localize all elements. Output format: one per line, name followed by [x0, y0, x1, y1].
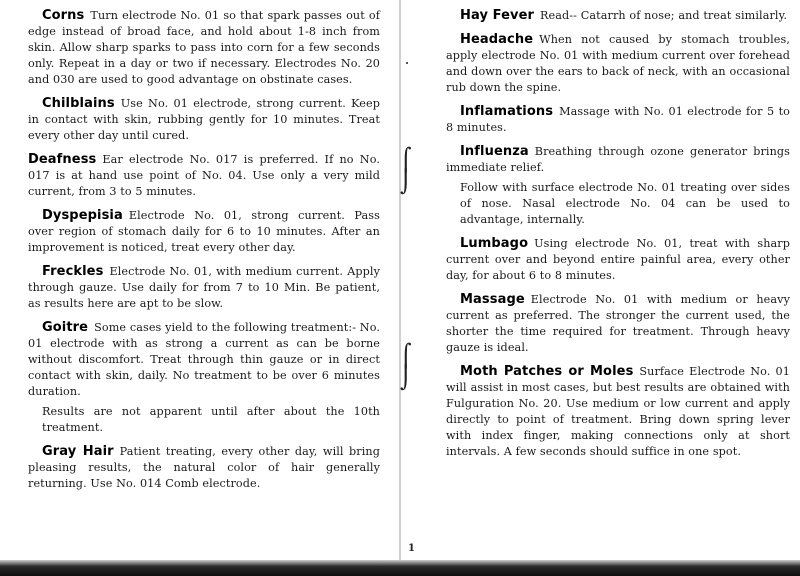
entry-heading: Gray Hair — [42, 444, 114, 459]
entry-massage — [446, 292, 790, 356]
entry-heading: Corns — [42, 8, 85, 23]
entry-text: Ear electrode No. 017 is preferred. If no No. 017 is at hand use point of No. 04. Use only a very mild current, from 3 to 5 minutes. — [28, 153, 380, 198]
entry-heading: Headache — [460, 32, 534, 47]
left-page — [0, 0, 392, 560]
entry-moth-patches — [446, 364, 790, 460]
entry-text: Electrode No. 01 with medium or heavy current as preferred. The stronger the current used, the shorter the time required for treatment. Through heavy gauze is ideal. — [446, 293, 790, 354]
entry-text: Read-- Catarrh of nose; and treat similarly. — [540, 9, 788, 22]
entry-heading: Moth Patches or Moles — [460, 364, 634, 379]
entry-heading: Inflamations — [460, 104, 554, 119]
entry-influenza-continued — [446, 180, 790, 228]
entry-heading: Massage — [460, 292, 525, 307]
scan-bottom-edge — [0, 560, 800, 576]
entry-headache — [446, 32, 790, 96]
entry-heading: Deafness — [28, 152, 97, 167]
entry-text: Electrode No. 01, with medium current. Apply through gauze. Use daily for from 7 to 10 Min. Be patient, as results here are apt to be slow. — [28, 265, 380, 310]
entry-text: Using electrode No. 01, treat with sharp current over and beyond entire painful area, every other day, for about 6 to 8 minutes. — [446, 237, 790, 282]
entry-text: Use No. 01 electrode, strong current. Keep in contact with skin, rubbing gently for 10 minutes. Treat every other day until cured. — [28, 97, 380, 142]
entry-text: Some cases yield to the following treatment:- No. 01 electrode with as strong a current as can be borne without discomfort. Treat through thin gauze or in direct contact with skin, daily. No treatment to be over 6 minutes duration. — [28, 321, 380, 398]
entry-heading: Dyspepisia — [42, 208, 123, 223]
entry-goitre-continued — [28, 404, 380, 436]
right-page — [408, 0, 800, 560]
entry-dyspepsia — [28, 208, 380, 256]
entry-heading: Hay Fever — [460, 8, 535, 23]
entry-text: When not caused by stomach troubles, apply electrode No. 01 with medium current over forehead and down over the ears to back of neck, with an occasional rub down the spine. — [446, 33, 790, 94]
entry-lumbago — [446, 236, 790, 284]
entry-heading: Influenza — [460, 144, 529, 159]
entry-corns — [28, 8, 380, 88]
entry-text: Results are not apparent until after about the 10th treatment. — [42, 405, 380, 434]
entry-text: Turn electrode No. 01 so that spark passes out of edge instead of broad face, and hold about 1-8 inch from skin. Allow sharp sparks to pass into corn for a few seconds only. Repeat in a day or two if necessary. Electrodes No. 20 and 030 are used to good advantage on obstinate cases. — [28, 9, 380, 86]
entry-inflamations — [446, 104, 790, 136]
margin-bracket-mark: ⌠ ⌡ — [400, 148, 412, 195]
page-number: 1 — [408, 543, 415, 554]
entry-chilblains — [28, 96, 380, 144]
book-gutter — [399, 0, 401, 560]
entry-freckles — [28, 264, 380, 312]
entry-text: Breathing through ozone generator brings immediate relief. — [446, 145, 790, 174]
entry-goitre — [28, 320, 380, 400]
entry-text: Surface Electrode No. 01 will assist in most cases, but best results are obtained with Fulguration No. 20. Use medium or low current and apply directly to point of treatment. Bring down spring lever with index finger, making connections only at short intervals. A few seconds should suffice in one spot. — [446, 365, 790, 458]
entry-hay-fever — [446, 8, 790, 24]
entry-gray-hair — [28, 444, 380, 492]
entry-heading: Freckles — [42, 264, 104, 279]
entry-deafness — [28, 152, 380, 200]
entry-influenza — [446, 144, 790, 176]
entry-text: Electrode No. 01, strong current. Pass over region of stomach daily for 6 to 10 minutes. After an improvement is noticed, treat every other day. — [28, 209, 380, 254]
entry-heading: Chilblains — [42, 96, 115, 111]
margin-bracket-mark: ⌠ ⌡ — [400, 344, 412, 391]
entry-text: Follow with surface electrode No. 01 treating over sides of nose. Nasal electrode No. 04 can be used to advantage, internally. — [460, 181, 790, 226]
entry-heading: Goitre — [42, 320, 89, 335]
entry-text: Patient treating, every other day, will bring pleasing results, the natural color of hair generally returning. Use No. 014 Comb electrode. — [28, 445, 380, 490]
entry-text: Massage with No. 01 electrode for 5 to 8 minutes. — [446, 105, 790, 134]
entry-heading: Lumbago — [460, 236, 529, 251]
